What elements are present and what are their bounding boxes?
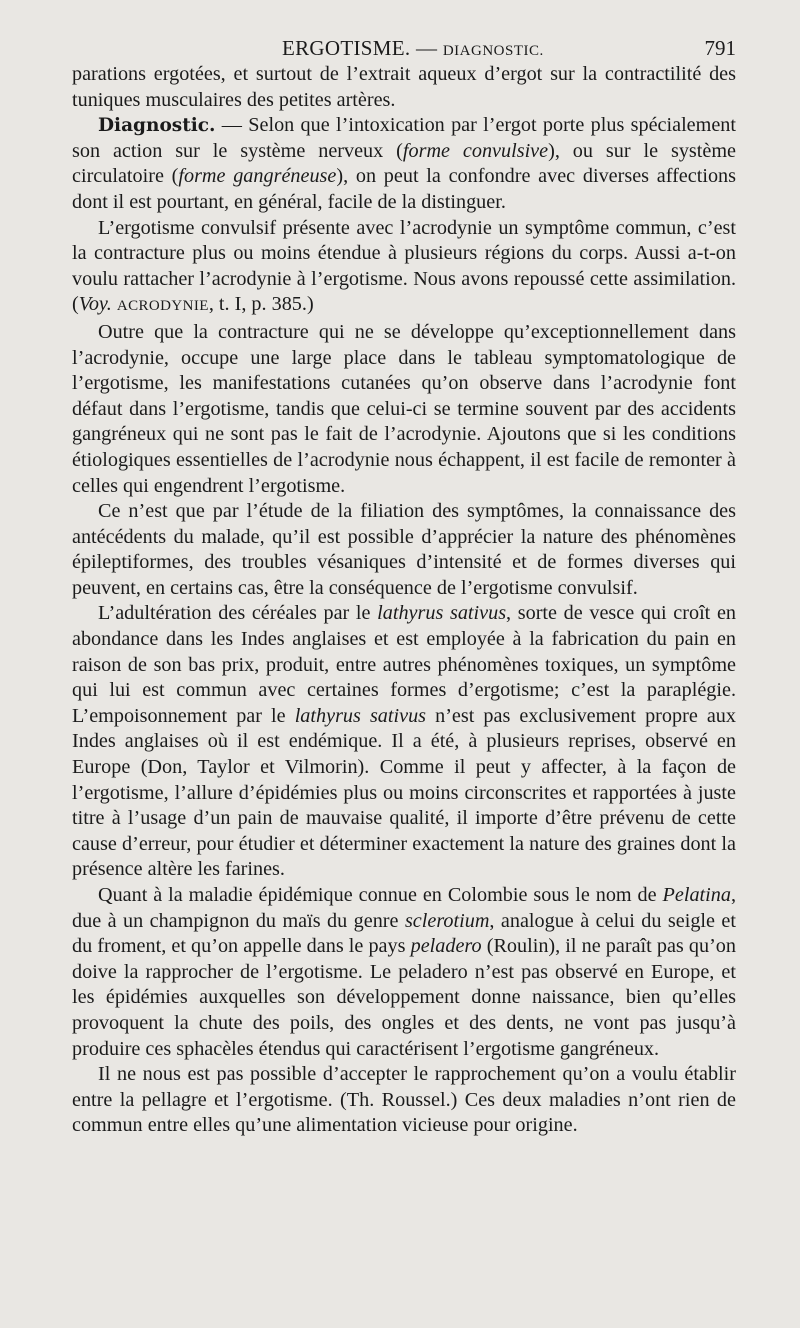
text-run: , sorte de vesce qui croît en abondance dans les Indes anglaises et est employée à la fabrication du pain en raison de son bas prix, produit, entre autres phénomènes toxiques, un symptôme qui lui est commun avec certaines formes d’ergotisme; c’est la paraplégie. L’empoisonnement par le (72, 602, 736, 727)
header-title-main: ERGOTISME. — (282, 36, 443, 60)
italic-text: lathyrus sativus (294, 704, 427, 727)
italic-text: Pelatina (662, 884, 731, 906)
paragraph (72, 320, 736, 499)
italic-text: peladero (410, 935, 482, 958)
running-header (72, 32, 736, 62)
italic-text: sclerotium (404, 909, 490, 932)
text-run: Outre que la contracture qui ne se développe qu’exceptionnellement dans l’acrodynie, occupe une large place dans le tableau symptomatologique de l’ergotisme, les manifestations cutanées qu’on observe dans l’acrodynie font défaut dans l’ergotisme, tandis que celui-ci se termine souvent par des accidents gangréneux qui ne sont pas le fait de l’acrodynie. Ajoutons que si les conditions étiologiques essentielles de l’acrodynie nous échappent, il est facile de remonter à celles qui engendrent l’ergotisme. (72, 320, 736, 497)
text-run: , t. I, p. 385.) (208, 293, 314, 316)
header-title (282, 36, 544, 61)
text-run: parations ergotées, et surtout de l’extrait aqueux d’ergot sur la contractilité des tuniques musculaires des petites artères. (72, 63, 736, 111)
text-run: Il ne nous est pas possible d’accepter le rapprochement qu’on a voulu établir entre la pellagre et l’ergotisme. (Th. Roussel.) Ces deux maladies n’ont rien de commun entre elles qu’une alimentation vicieuse pour origine. (72, 1063, 736, 1137)
paragraph (72, 601, 736, 883)
header-title-section: DIAGNOSTIC. (442, 43, 544, 59)
text-run: (Roulin), il ne paraît pas qu’on doive la rapprocher de l’ergotisme. Le peladero n’est pas observé en Europe, et les épidémies auxquelles son développement donne naissance, bien qu’elles provoquent la chute des poils, des ongles et des dents, ne vont pas jusqu’à produire ces sphacèles étendus qui caractérisent l’ergotisme gangréneux. (72, 935, 736, 1060)
italic-text: forme gangréneuse (178, 165, 337, 188)
text-run: , analogue à celui du seigle et du froment, et qu’on appelle dans le pays (72, 909, 736, 958)
text-run: — Selon que l’intoxication par l’ergot porte plus spécialement son action sur le système nerveux ( (72, 114, 736, 162)
paragraph (72, 883, 736, 1062)
paragraph (72, 1062, 736, 1139)
body-text (72, 62, 736, 1139)
italic-text: lathyrus sativus (377, 602, 507, 625)
italic-text: Voy. (78, 293, 112, 316)
paragraph (72, 62, 736, 113)
text-run: ), on peut la confondre avec diverses affections dont il est pourtant, en général, facile de la distinguer. (72, 165, 736, 213)
text-run: L’adultération des céréales par le (98, 602, 378, 625)
paragraph (72, 216, 736, 320)
text-run: L’ergotisme convulsif présente avec l’acrodynie un symptôme commun, c’est la contracture plus ou moins étendue à plusieurs régions du corps. Aussi a-t-on voulu rattacher l’acrodynie à l’ergotisme. Nous avons repoussé cette assimilation. ( (72, 216, 736, 316)
page-number: 791 (704, 36, 736, 60)
paragraph (72, 113, 736, 215)
text-run: n’est pas exclusivement propre aux Indes anglaises où il est endémique. Il a été, à plusieurs reprises, observé en Europe (Don, Taylor et Vilmorin). Comme il peut y affecter, à la façon de l’ergotisme, l’allure d’épidémies plus ou moins circonscrites et rapportées à juste titre à l’usage d’un pain de mauvaise qualité, il importe d’être prévenu de cette cause d’erreur, pour étudier et déterminer exactement la nature des graines dont la présence altère les farines. (72, 704, 736, 881)
small-caps-text: ACRODYNIE (116, 298, 209, 315)
text-run: Ce n’est que par l’étude de la filiation des symptômes, la connaissance des antécédents du malade, qu’il est possible d’apprécier la nature des phénomènes épileptiformes, des troubles vésaniques d’intensité et de formes diverses qui peuvent, en certains cas, être la conséquence de l’ergotisme convulsif. (72, 500, 736, 599)
text-run: Quant à la maladie épidémique connue en Colombie sous le nom de (98, 884, 663, 906)
italic-text: forme convulsive (402, 139, 549, 162)
paragraph (72, 499, 736, 601)
text-run: , due à un champignon du maïs du genre (72, 884, 736, 932)
section-heading: Diagnostic. (98, 115, 216, 137)
text-run: ), ou sur le système circulatoire ( (72, 139, 737, 188)
